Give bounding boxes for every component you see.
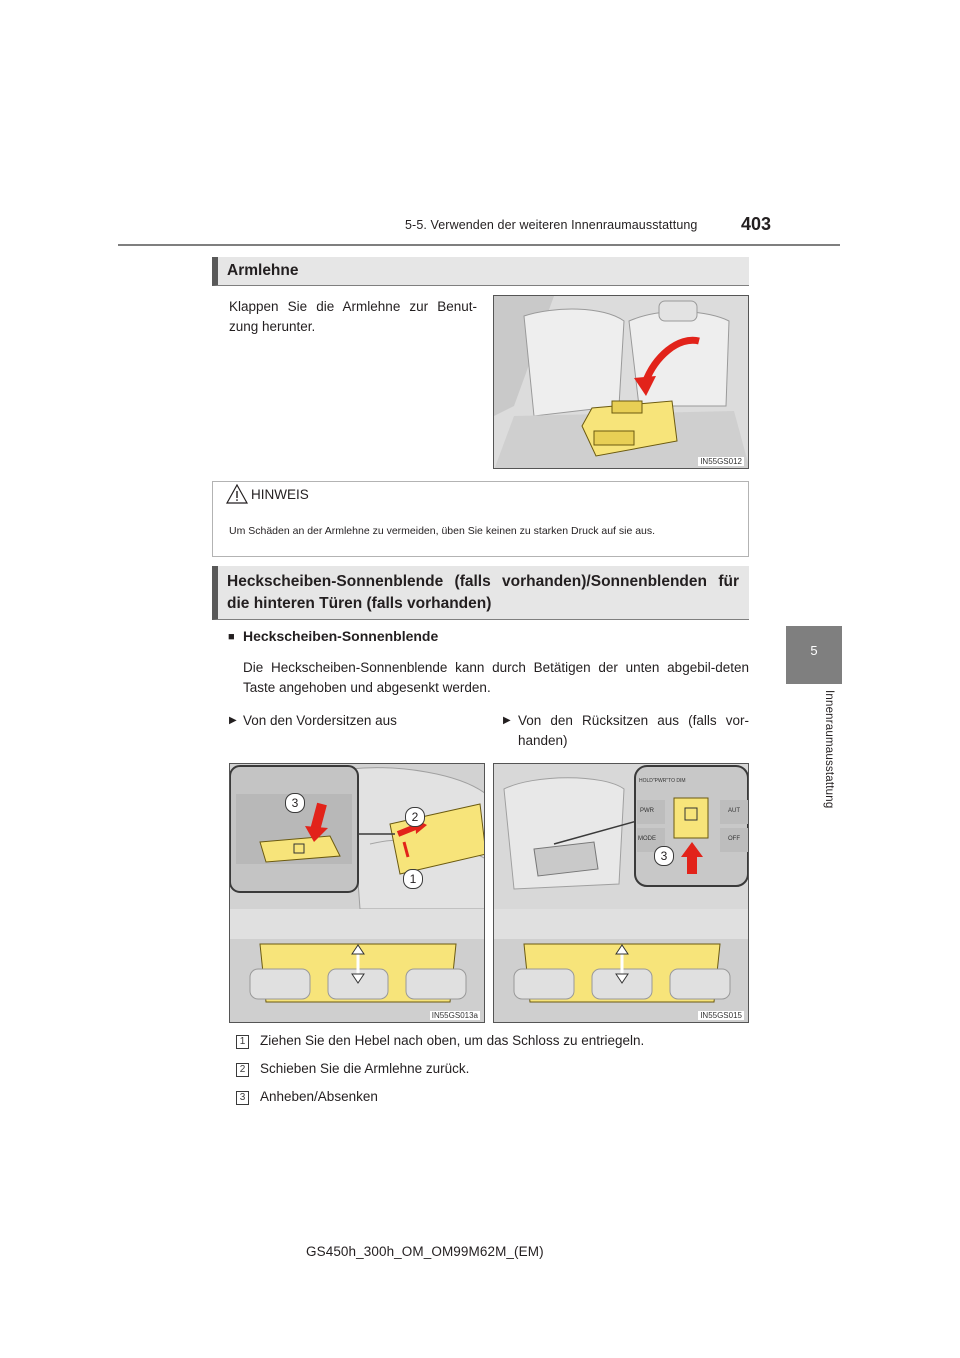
step-number: 2 — [236, 1063, 249, 1077]
callout-2: 2 — [405, 807, 425, 827]
sunshade-heading: Heckscheiben-Sonnenblende (falls vorhanden)/Sonnenblenden für die hinteren Türen (falls vorhanden) — [212, 566, 749, 620]
rear-seat-illustration — [493, 763, 749, 1023]
image-code: IN55GS015 — [700, 1011, 742, 1020]
image-code: IN55GS013a — [431, 1011, 478, 1020]
sunshade-subheading: Heckscheiben-Sonnenblende — [243, 628, 439, 644]
hold-label: HOLD"PWR"TO DIM — [639, 778, 686, 784]
mode-label: MODE — [638, 836, 656, 842]
step-text: Ziehen Sie den Hebel nach oben, um das Schloss zu entriegeln. — [260, 1033, 645, 1048]
square-bullet-icon: ■ — [228, 631, 235, 643]
step-text: Schieben Sie die Armlehne zurück. — [260, 1061, 470, 1076]
notice-title: HINWEIS — [251, 487, 309, 502]
option-rear: Von den Rücksitzen aus (falls vor-handen) — [518, 713, 749, 748]
triangle-bullet-icon: ▶ — [229, 715, 237, 726]
callout-1: 1 — [403, 869, 423, 889]
step-number: 3 — [236, 1091, 249, 1105]
off-label: OFF — [728, 836, 740, 842]
armrest-illustration — [493, 295, 749, 469]
document-code: GS450h_300h_OM_OM99M62M_(EM) — [306, 1244, 544, 1259]
callout-3: 3 — [285, 793, 305, 813]
option-front: Von den Vordersitzen aus — [243, 713, 397, 728]
image-code: IN55GS012 — [700, 457, 742, 466]
chapter-label: Innenraumausstattung — [823, 690, 835, 809]
sunshade-text: Die Heckscheiben-Sonnenblende kann durch Betätigen der unten abgebil-deten Taste angehoben und abgesenkt werden. — [243, 660, 749, 695]
page-number: 403 — [741, 214, 772, 234]
armrest-heading: Armlehne — [212, 257, 749, 286]
aut-label: AUT — [728, 808, 740, 814]
callout-3: 3 — [654, 846, 674, 866]
armrest-text: Klappen Sie die Armlehne zur Benut-zung herunter. — [229, 299, 477, 334]
step-number: 1 — [236, 1035, 249, 1049]
warning-icon — [226, 484, 248, 509]
running-header: 5-5. Verwenden der weiteren Innenraumausstattung — [405, 218, 698, 232]
chapter-tab: 5 — [786, 626, 842, 684]
pwr-label: PWR — [640, 808, 654, 814]
triangle-bullet-icon: ▶ — [503, 715, 511, 726]
front-seat-illustration — [229, 763, 485, 1023]
header-rule — [118, 244, 840, 246]
step-text: Anheben/Absenken — [260, 1089, 378, 1104]
notice-text: Um Schäden an der Armlehne zu vermeiden, üben Sie keinen zu starken Druck auf sie aus. — [229, 525, 656, 537]
